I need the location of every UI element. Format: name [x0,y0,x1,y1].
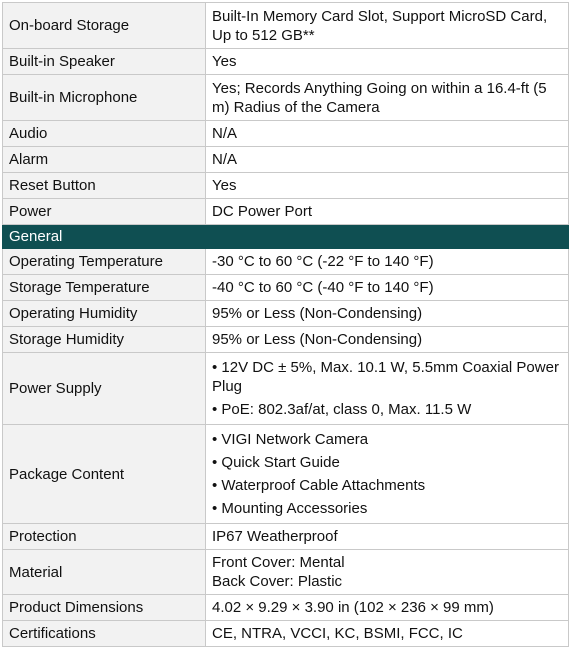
spec-value: Built-In Memory Card Slot, Support MicroSD Card, Up to 512 GB** [206,3,569,49]
table-row [3,425,569,524]
spec-value: Yes [206,49,569,75]
list-item: • Quick Start Guide [212,454,340,471]
spec-value: CE, NTRA, VCCI, KC, BSMI, FCC, IC [206,621,569,647]
table-row [3,275,569,301]
spec-value-lines [206,550,569,595]
material-line: Front Cover: Mental [212,554,345,571]
spec-label: Package Content [3,425,206,524]
spec-label: Certifications [3,621,206,647]
spec-value: Yes; Records Anything Going on within a 16.4-ft (5 m) Radius of the Camera [206,75,569,121]
table-row [3,621,569,647]
spec-value: DC Power Port [206,199,569,225]
spec-value: N/A [206,121,569,147]
table-row [3,3,569,49]
material-line: Back Cover: Plastic [212,573,343,590]
spec-label: Power [3,199,206,225]
table-row [3,550,569,595]
list-item: • PoE: 802.3af/at, class 0, Max. 11.5 W [212,401,472,418]
spec-value: 4.02 × 9.29 × 3.90 in (102 × 236 × 99 mm) [206,595,569,621]
spec-label: Reset Button [3,173,206,199]
section-title: General [3,225,569,249]
list-item: • Mounting Accessories [212,500,368,517]
table-row [3,173,569,199]
spec-value: -40 °C to 60 °C (-40 °F to 140 °F) [206,275,569,301]
spec-label: Built-in Microphone [3,75,206,121]
table-row [3,353,569,425]
table-row [3,249,569,275]
spec-table [2,2,569,647]
spec-value: -30 °C to 60 °C (-22 °F to 140 °F) [206,249,569,275]
spec-value: IP67 Weatherproof [206,524,569,550]
table-row [3,75,569,121]
spec-label: Storage Humidity [3,327,206,353]
list-item: • Waterproof Cable Attachments [212,477,426,494]
table-row [3,147,569,173]
list-item: • 12V DC ± 5%, Max. 10.1 W, 5.5mm Coaxial Power Plug [212,359,559,395]
spec-value-list [206,425,569,524]
section-header-general [3,225,569,249]
spec-label: Audio [3,121,206,147]
spec-label: Built-in Speaker [3,49,206,75]
spec-value: N/A [206,147,569,173]
table-row [3,49,569,75]
spec-label: Product Dimensions [3,595,206,621]
spec-label: Material [3,550,206,595]
spec-value: Yes [206,173,569,199]
spec-label: Protection [3,524,206,550]
table-row [3,327,569,353]
spec-label: Alarm [3,147,206,173]
spec-label: Storage Temperature [3,275,206,301]
spec-label: Operating Humidity [3,301,206,327]
table-row [3,524,569,550]
spec-label: On-board Storage [3,3,206,49]
table-row [3,595,569,621]
list-item: • VIGI Network Camera [212,431,369,448]
spec-label: Operating Temperature [3,249,206,275]
spec-label: Power Supply [3,353,206,425]
spec-value: 95% or Less (Non-Condensing) [206,301,569,327]
table-row [3,121,569,147]
spec-value: 95% or Less (Non-Condensing) [206,327,569,353]
spec-value-list [206,353,569,425]
table-row [3,301,569,327]
table-row [3,199,569,225]
